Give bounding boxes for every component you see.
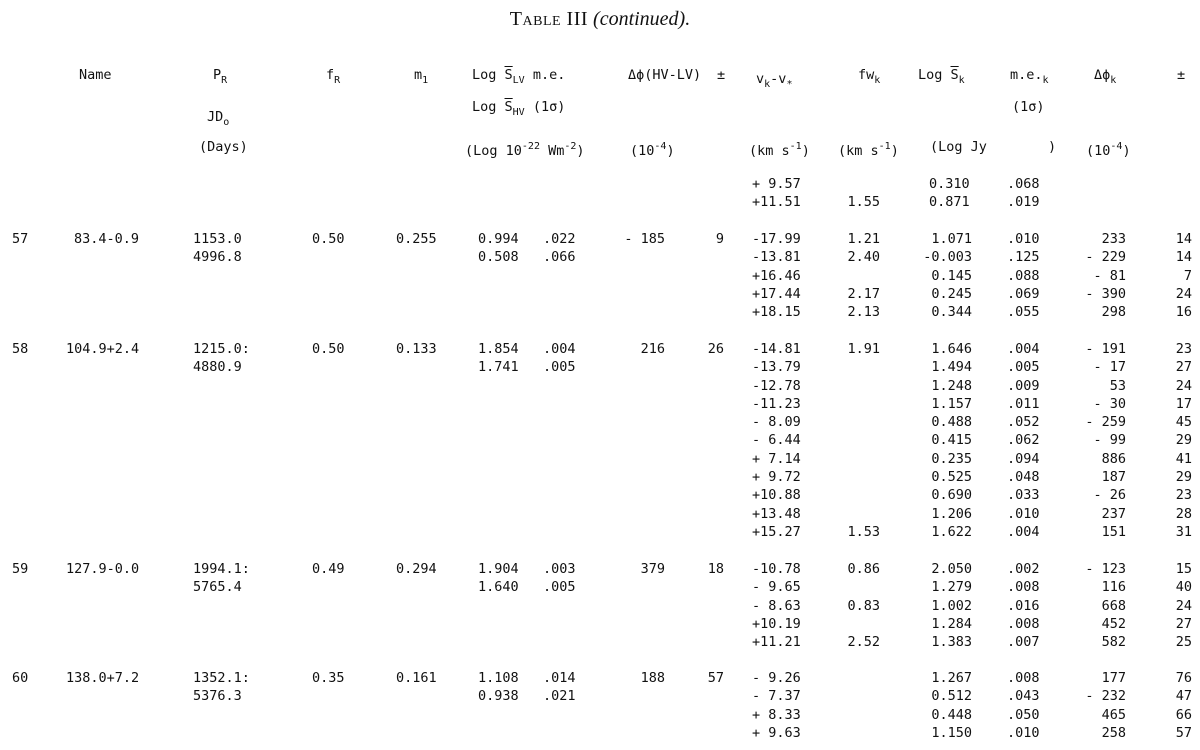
cell-mek: .008 .043 .050 .010 bbox=[1007, 670, 1040, 741]
header-logs-unit: (Log $10^{-22}$ $Wm^{-2}$) bbox=[465, 141, 585, 159]
cell-logsk: 1.267 0.512 0.448 1.150 bbox=[931, 670, 972, 741]
cell-period: 1994.1: 5765.4 bbox=[193, 561, 250, 596]
cell-me: .014 .021 bbox=[543, 670, 576, 705]
header-mek-close: ) bbox=[1048, 139, 1057, 155]
continued-label: (continued). bbox=[593, 8, 691, 30]
header-vk-unit: (km $s^{-1}$) bbox=[749, 141, 810, 159]
cell-mek: .010 .125 .088 .069 .055 bbox=[1007, 231, 1040, 321]
cell-fw: 1.91 1.53 bbox=[847, 341, 880, 540]
header-logs-lv: Log $\overline{S}_{LV}$ m.e. bbox=[472, 67, 566, 86]
cell-dphi: 188 bbox=[640, 670, 665, 686]
cell-pmk: 14 14 7 24 16 bbox=[1175, 231, 1192, 321]
header-logs-hv: Log $\overline{S}_{HV}$ (1σ) bbox=[472, 99, 566, 118]
cell-fr: 0.35 bbox=[312, 670, 345, 686]
cell-dphik: - 191 - 17 53 - 30 - 259 - 99 886 187 - 26 237 151 bbox=[1085, 341, 1126, 540]
cell-pmk: 23 27 24 17 45 29 41 29 23 28 31 bbox=[1175, 341, 1192, 540]
header-mek-sigma: (1σ) bbox=[1012, 99, 1045, 115]
header-fw: $fw_k$ bbox=[858, 67, 881, 86]
cell-fw bbox=[830, 669, 880, 724]
header-fw-unit: (km $s^{-1}$) bbox=[838, 141, 899, 159]
cell-vk: -10.78 - 9.65 - 8.63 +10.19 +11.21 bbox=[752, 561, 801, 651]
cell-dphi: - 185 bbox=[624, 231, 665, 247]
cell-m1: 0.255 bbox=[396, 231, 437, 247]
cell-number: 57 bbox=[12, 231, 29, 247]
cell-number: 60 bbox=[12, 670, 29, 686]
cell-mek: .004 .005 .009 .011 .052 .062 .094 .048 .033 .010 .004 bbox=[1007, 341, 1040, 540]
cell-fw: 0.86 0.83 2.52 bbox=[847, 561, 880, 651]
cell-name: 127.9-0.0 bbox=[66, 561, 140, 577]
header-dphik: $\Delta\phi_k$ bbox=[1094, 67, 1117, 86]
header-jd: $JD_o$ bbox=[207, 109, 230, 128]
cell-fr: 0.50 bbox=[312, 341, 345, 357]
header-dphik-unit: $(10^{-4})$ bbox=[1086, 141, 1131, 159]
cell-pmk: 15 40 24 27 25 bbox=[1175, 561, 1192, 651]
cell-logsk: 1.071 -0.003 0.145 0.245 0.344 bbox=[923, 231, 972, 321]
cell-pm: 26 bbox=[707, 341, 724, 357]
cell-vk: - 9.26 - 7.37 + 8.33 + 9.63 bbox=[752, 670, 801, 741]
cell-me: .022 .066 bbox=[543, 231, 576, 266]
header-days: (Days) bbox=[199, 139, 248, 155]
header-logsk-unit: (Log Jy bbox=[930, 139, 987, 155]
cell-dphik: 233 - 229 - 81 - 390 298 bbox=[1085, 231, 1126, 321]
cell-fw: 1.55 bbox=[847, 194, 880, 211]
cell-period: 1153.0 4996.8 bbox=[193, 231, 242, 266]
cell-mek: .068 .019 bbox=[1007, 176, 1040, 211]
cell-me: .003 .005 bbox=[543, 561, 576, 596]
cell-number: 59 bbox=[12, 561, 29, 577]
cell-fr: 0.49 bbox=[312, 561, 345, 577]
cell-name: 83.4-0.9 bbox=[74, 231, 140, 247]
table-label: Table III bbox=[509, 8, 589, 30]
header-name: Name bbox=[79, 67, 112, 83]
cell-vk: -17.99 -13.81 +16.46 +17.44 +18.15 bbox=[752, 231, 801, 321]
cell-vk: -14.81 -13.79 -12.78 -11.23 - 8.09 - 6.44 + 7.14 + 9.72 +10.88 +13.48 +15.27 bbox=[752, 341, 801, 540]
cell-logs: 1.108 0.938 bbox=[478, 670, 519, 705]
header-pm: ± bbox=[717, 67, 726, 83]
cell-dphik: - 123 116 668 452 582 bbox=[1085, 561, 1126, 651]
cell-me: .004 .005 bbox=[543, 341, 576, 376]
cell-m1: 0.133 bbox=[396, 341, 437, 357]
cell-period: 1352.1: 5376.3 bbox=[193, 670, 250, 705]
cell-dphik: 177 - 232 465 258 bbox=[1085, 670, 1126, 741]
cell-m1: 0.294 bbox=[396, 561, 437, 577]
cell-fw: 1.21 2.40 2.17 2.13 bbox=[847, 231, 880, 321]
cell-fr: 0.50 bbox=[312, 231, 345, 247]
cell-mek: .002 .008 .016 .008 .007 bbox=[1007, 561, 1040, 651]
cell-logsk: 1.646 1.494 1.248 1.157 0.488 0.415 0.235 0.525 0.690 1.206 1.622 bbox=[931, 341, 972, 540]
header-mek: $m.e._k$ bbox=[1010, 67, 1049, 86]
cell-pm: 18 bbox=[707, 561, 724, 577]
cell-logs: 0.994 0.508 bbox=[478, 231, 519, 266]
cell-pm: 57 bbox=[707, 670, 724, 686]
header-vk: $v_k-v_*$ bbox=[756, 71, 793, 90]
cell-dphi: 379 bbox=[640, 561, 665, 577]
header-m1: $m_1$ bbox=[414, 67, 429, 86]
cell-name: 104.9+2.4 bbox=[66, 341, 140, 357]
header-pm-k: ± bbox=[1177, 67, 1186, 83]
header-logsk: Log $\overline{S}_k$ bbox=[918, 67, 965, 86]
cell-dphi: 216 bbox=[640, 341, 665, 357]
cell-pm: 9 bbox=[715, 231, 724, 247]
header-dphi-unit: $(10^{-4})$ bbox=[630, 141, 675, 159]
table-title bbox=[0, 8, 1200, 31]
cell-logsk: 2.050 1.279 1.002 1.284 1.383 bbox=[931, 561, 972, 651]
header-fr: $f_R$ bbox=[326, 67, 341, 86]
cell-number: 58 bbox=[12, 341, 29, 357]
header-period: $P_R$ bbox=[213, 67, 228, 86]
cell-pmk: 76 47 66 57 bbox=[1175, 670, 1192, 741]
cell-logs: 1.854 1.741 bbox=[478, 341, 519, 376]
cell-period: 1215.0: 4880.9 bbox=[193, 341, 250, 376]
header-dphi: Δϕ(HV-LV) bbox=[628, 67, 702, 83]
cell-name: 138.0+7.2 bbox=[66, 670, 140, 686]
cell-logs: 1.904 1.640 bbox=[478, 561, 519, 596]
cell-vk: + 9.57 +11.51 bbox=[752, 176, 801, 211]
cell-m1: 0.161 bbox=[396, 670, 437, 686]
cell-logsk: 0.310 0.871 bbox=[929, 176, 970, 211]
